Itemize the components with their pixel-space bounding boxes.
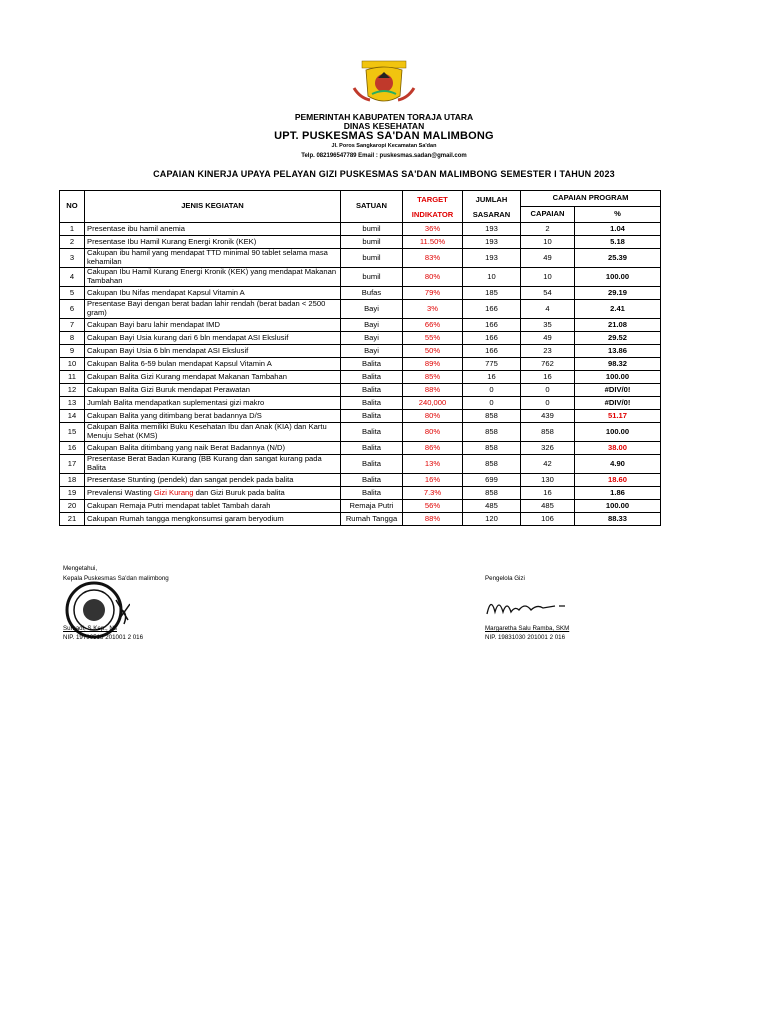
header-capaian-program: CAPAIAN PROGRAM [521, 191, 661, 207]
cell-capaian: 16 [521, 371, 575, 384]
cell-target: 66% [403, 319, 463, 332]
cell-kegiatan: Cakupan Balita Gizi Buruk mendapat Perawatan [85, 384, 341, 397]
table-body [60, 223, 661, 526]
table-row [60, 474, 661, 487]
cell-satuan: Remaja Putri [341, 500, 403, 513]
cell-capaian: 762 [521, 358, 575, 371]
left-label-position: Kepala Puskesmas Sa'dan malimbong [63, 575, 169, 582]
header-contact: Telp. 082196547789 Email : puskesmas.sadan@gmail.com [301, 153, 467, 159]
cell-satuan: bumil [341, 223, 403, 236]
cell-satuan: Balita [341, 442, 403, 455]
cell-persen: 5.18 [575, 236, 661, 249]
cell-satuan: Bayi [341, 345, 403, 358]
cell-no: 6 [60, 300, 85, 319]
cell-persen: 18.60 [575, 474, 661, 487]
table-row [60, 442, 661, 455]
cell-kegiatan: Cakupan Bayi Usia kurang dari 6 bln mendapat ASI Ekslusif [85, 332, 341, 345]
cell-capaian: 106 [521, 513, 575, 526]
cell-kegiatan: Cakupan Balita 6-59 bulan mendapat Kapsul Vitamin A [85, 358, 341, 371]
table-row [60, 223, 661, 236]
cell-target: 80% [403, 423, 463, 442]
header-no: NO [60, 191, 85, 223]
header-jumlah [463, 191, 521, 223]
cell-target: 86% [403, 442, 463, 455]
cell-target: 36% [403, 223, 463, 236]
cell-sasaran: 185 [463, 287, 521, 300]
cell-satuan: bumil [341, 236, 403, 249]
cell-capaian: 49 [521, 249, 575, 268]
cell-capaian: 130 [521, 474, 575, 487]
cell-no: 21 [60, 513, 85, 526]
table-row [60, 500, 661, 513]
cell-no: 7 [60, 319, 85, 332]
cell-target: 50% [403, 345, 463, 358]
cell-target: 3% [403, 300, 463, 319]
cell-no: 20 [60, 500, 85, 513]
header-institution: UPT. PUSKESMAS SA'DAN MALIMBONG [274, 130, 494, 142]
cell-sasaran: 10 [463, 268, 521, 287]
cell-satuan: Balita [341, 384, 403, 397]
header-target [403, 191, 463, 223]
right-label-position: Pengelola Gizi [485, 575, 525, 582]
cell-kegiatan: Presentase ibu hamil anemia [85, 223, 341, 236]
cell-satuan: Balita [341, 371, 403, 384]
cell-satuan: Balita [341, 358, 403, 371]
cell-satuan: Bayi [341, 300, 403, 319]
cell-persen: 100.00 [575, 268, 661, 287]
table-row [60, 300, 661, 319]
cell-sasaran: 16 [463, 371, 521, 384]
table-row [60, 249, 661, 268]
cell-no: 2 [60, 236, 85, 249]
table-row [60, 236, 661, 249]
cell-satuan: bumil [341, 268, 403, 287]
cell-kegiatan: Cakupan Rumah tangga mengkonsumsi garam beryodium [85, 513, 341, 526]
cell-satuan: Balita [341, 455, 403, 474]
cell-persen: 25.39 [575, 249, 661, 268]
cell-target: 85% [403, 371, 463, 384]
cell-satuan: Balita [341, 410, 403, 423]
table-row [60, 268, 661, 287]
table-row [60, 423, 661, 442]
cell-persen: 88.33 [575, 513, 661, 526]
cell-capaian: 10 [521, 236, 575, 249]
cell-sasaran: 193 [463, 236, 521, 249]
header-department: DINAS KESEHATAN [343, 121, 425, 131]
cell-sasaran: 858 [463, 423, 521, 442]
cell-target: 240,000 [403, 397, 463, 410]
cell-capaian: 4 [521, 300, 575, 319]
cell-sasaran: 699 [463, 474, 521, 487]
cell-persen: 1.86 [575, 487, 661, 500]
cell-sasaran: 166 [463, 345, 521, 358]
header-persen: % [575, 207, 661, 223]
right-signatory-nip: NIP. 19831030 201001 2 016 [485, 634, 566, 641]
table-row [60, 513, 661, 526]
cell-sasaran: 120 [463, 513, 521, 526]
cell-sasaran: 858 [463, 442, 521, 455]
cell-no: 12 [60, 384, 85, 397]
cell-no: 1 [60, 223, 85, 236]
cell-capaian: 16 [521, 487, 575, 500]
cell-sasaran: 485 [463, 500, 521, 513]
cell-target: 79% [403, 287, 463, 300]
cell-sasaran: 858 [463, 487, 521, 500]
table-row [60, 319, 661, 332]
cell-kegiatan: Cakupan Balita Gizi Kurang mendapat Makanan Tambahan [85, 371, 341, 384]
cell-target: 55% [403, 332, 463, 345]
cell-capaian: 485 [521, 500, 575, 513]
cell-kegiatan: Cakupan Remaja Putri mendapat tablet Tambah darah [85, 500, 341, 513]
cell-kegiatan: Jumlah Balita mendapatkan suplementasi gizi makro [85, 397, 341, 410]
cell-capaian: 54 [521, 287, 575, 300]
cell-kegiatan: Cakupan Balita memiliki Buku Kesehatan Ibu dan Anak (KIA) dan Kartu Menuju Sehat (KMS) [85, 423, 341, 442]
cell-kegiatan: Presentase Ibu Hamil Kurang Energi Kronik (KEK) [85, 236, 341, 249]
cell-persen: 21.08 [575, 319, 661, 332]
table-row [60, 287, 661, 300]
cell-no: 8 [60, 332, 85, 345]
cell-persen: 2.41 [575, 300, 661, 319]
cell-no: 19 [60, 487, 85, 500]
cell-capaian: 10 [521, 268, 575, 287]
cell-kegiatan: Presentase Stunting (pendek) dan sangat pendek pada balita [85, 474, 341, 487]
cell-sasaran: 166 [463, 332, 521, 345]
cell-capaian: 35 [521, 319, 575, 332]
cell-satuan: Balita [341, 487, 403, 500]
cell-sasaran: 858 [463, 410, 521, 423]
cell-capaian: 49 [521, 332, 575, 345]
cell-capaian: 0 [521, 397, 575, 410]
cell-sasaran: 775 [463, 358, 521, 371]
cell-persen: 1.04 [575, 223, 661, 236]
left-label-acknowledged: Mengetahui, [63, 565, 98, 572]
table-row [60, 358, 661, 371]
cell-target: 88% [403, 384, 463, 397]
cell-no: 16 [60, 442, 85, 455]
cell-satuan: Rumah Tangga [341, 513, 403, 526]
cell-target: 13% [403, 455, 463, 474]
cell-kegiatan: Cakupan Bayi baru lahir mendapat IMD [85, 319, 341, 332]
header-target-line2: INDIKATOR [411, 209, 454, 219]
left-signatory-nip: NIP. 19790518 201001 2 016 [63, 634, 144, 641]
cell-persen: 13.86 [575, 345, 661, 358]
regency-logo [352, 58, 416, 108]
cell-no: 10 [60, 358, 85, 371]
cell-kegiatan: Cakupan Balita ditimbang yang naik Berat Badannya (N/D) [85, 442, 341, 455]
cell-no: 4 [60, 268, 85, 287]
kegiatan-text: Prevalensi Wasting [87, 487, 154, 497]
cell-satuan: Bayi [341, 319, 403, 332]
cell-sasaran: 193 [463, 223, 521, 236]
cell-satuan: Bufas [341, 287, 403, 300]
cell-target: 80% [403, 410, 463, 423]
cell-no: 3 [60, 249, 85, 268]
table-row [60, 410, 661, 423]
cell-persen: 29.19 [575, 287, 661, 300]
document-title: CAPAIAN KINERJA UPAYA PELAYAN GIZI PUSKESMAS SA'DAN MALIMBONG SEMESTER I TAHUN 2023 [153, 169, 615, 179]
cell-kegiatan [85, 487, 341, 500]
cell-target: 7.3% [403, 487, 463, 500]
cell-kegiatan: Cakupan Bayi Usia 6 bln mendapat ASI Ekslusif [85, 345, 341, 358]
cell-sasaran: 166 [463, 300, 521, 319]
cell-capaian: 858 [521, 423, 575, 442]
cell-satuan: Balita [341, 474, 403, 487]
cell-no: 14 [60, 410, 85, 423]
cell-satuan: Bayi [341, 332, 403, 345]
table-row [60, 397, 661, 410]
cell-no: 5 [60, 287, 85, 300]
header-government: PEMERINTAH KABUPATEN TORAJA UTARA [294, 112, 474, 122]
table-row [60, 384, 661, 397]
table-row [60, 487, 661, 500]
cell-persen: 100.00 [575, 500, 661, 513]
cell-no: 11 [60, 371, 85, 384]
cell-persen: 29.52 [575, 332, 661, 345]
table-row [60, 332, 661, 345]
cell-sasaran: 166 [463, 319, 521, 332]
cell-kegiatan: Presentase Berat Badan Kurang (BB Kurang dan sangat kurang pada Balita [85, 455, 341, 474]
cell-kegiatan: Cakupan Ibu Nifas mendapat Kapsul Vitamin A [85, 287, 341, 300]
cell-sasaran: 193 [463, 249, 521, 268]
cell-persen: #DIV/0! [575, 384, 661, 397]
cell-capaian: 23 [521, 345, 575, 358]
cell-no: 17 [60, 455, 85, 474]
kegiatan-highlight: Gizi Kurang [153, 487, 194, 497]
cell-kegiatan: Presentase Bayi dengan berat badan lahir rendah (berat badan < 2500 gram) [85, 300, 341, 319]
header-capaian: CAPAIAN [521, 207, 575, 223]
cell-capaian: 0 [521, 384, 575, 397]
cell-persen: 51.17 [575, 410, 661, 423]
table-row [60, 455, 661, 474]
cell-kegiatan: Cakupan ibu hamil yang mendapat TTD minimal 90 tablet selama masa kehamilan [85, 249, 341, 268]
cell-persen: 38.00 [575, 442, 661, 455]
cell-no: 18 [60, 474, 85, 487]
cell-target: 83% [403, 249, 463, 268]
performance-table [59, 190, 661, 526]
table-row [60, 371, 661, 384]
cell-no: 13 [60, 397, 85, 410]
cell-sasaran: 0 [463, 384, 521, 397]
cell-capaian: 326 [521, 442, 575, 455]
cell-target: 56% [403, 500, 463, 513]
right-signatory-name: Margaretha Salu Ramba, SKM [485, 625, 570, 632]
cell-capaian: 42 [521, 455, 575, 474]
cell-no: 15 [60, 423, 85, 442]
cell-satuan: Balita [341, 423, 403, 442]
cell-capaian: 2 [521, 223, 575, 236]
cell-sasaran: 0 [463, 397, 521, 410]
cell-target: 89% [403, 358, 463, 371]
cell-no: 9 [60, 345, 85, 358]
cell-persen: 98.32 [575, 358, 661, 371]
kegiatan-text: dan Gizi Buruk pada balita [193, 487, 285, 497]
header-kegiatan: JENIS KEGIATAN [85, 191, 341, 223]
cell-target: 80% [403, 268, 463, 287]
header-jumlah-line1: JUMLAH [475, 194, 508, 204]
cell-capaian: 439 [521, 410, 575, 423]
cell-satuan: Balita [341, 397, 403, 410]
cell-persen: #DIV/0! [575, 397, 661, 410]
cell-target: 16% [403, 474, 463, 487]
cell-target: 88% [403, 513, 463, 526]
left-signatory-name: Sumadi, S.Kep., Ns [63, 625, 117, 632]
table-row [60, 345, 661, 358]
header-satuan: SATUAN [341, 191, 403, 223]
header-jumlah-line2: SASARAN [472, 209, 511, 219]
cell-sasaran: 858 [463, 455, 521, 474]
cell-persen: 100.00 [575, 371, 661, 384]
handwritten-signature [485, 592, 585, 622]
cell-persen: 100.00 [575, 423, 661, 442]
cell-target: 11.50% [403, 236, 463, 249]
cell-persen: 4.90 [575, 455, 661, 474]
cell-satuan: bumil [341, 249, 403, 268]
header-target-line1: TARGET [417, 194, 448, 204]
cell-kegiatan: Cakupan Balita yang ditimbang berat badannya D/S [85, 410, 341, 423]
header-address: Jl. Poros Sangkaropi Kecamatan Sa'dan [331, 143, 437, 149]
cell-kegiatan: Cakupan Ibu Hamil Kurang Energi Kronik (KEK) yang mendapat Makanan Tambahan [85, 268, 341, 287]
